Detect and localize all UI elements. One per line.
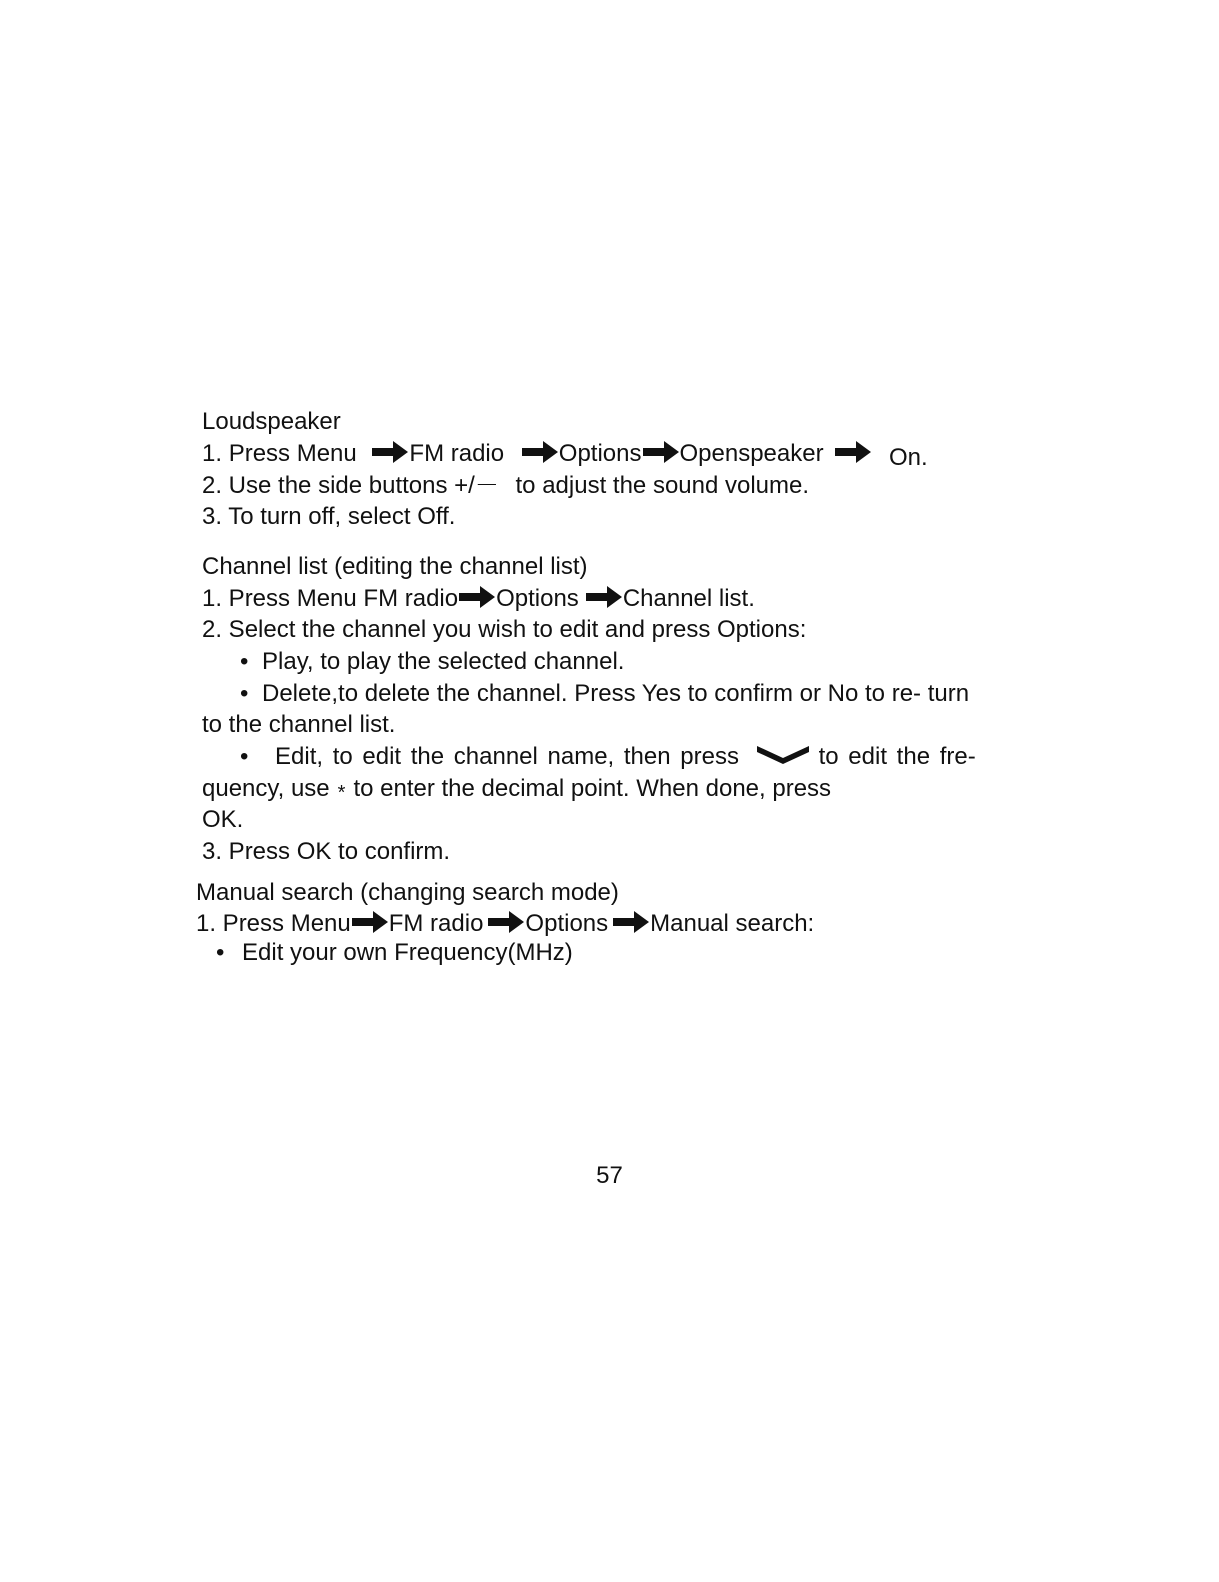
bullet-text: Edit your own Frequency(MHz) <box>242 939 573 966</box>
menu-path-fm-radio: FM radio <box>388 910 484 937</box>
menu-path-channel-list: Channel list. <box>622 585 755 612</box>
channel-list-step-1 <box>202 584 755 614</box>
loudspeaker-heading: Loudspeaker <box>202 408 341 435</box>
manual-search-step-1 <box>196 909 814 939</box>
bullet-text: Edit, to edit the channel name, then press <box>275 743 739 770</box>
bullet-icon: • <box>216 939 225 966</box>
step-text: 2. Use the side buttons +/－ <box>202 472 499 499</box>
star-key-icon: * <box>337 782 346 804</box>
arrow-right-icon <box>585 585 623 609</box>
bullet-edit-ok: OK. <box>202 806 244 833</box>
step-text: Press Menu <box>228 440 357 467</box>
bullet-delete <box>240 679 969 709</box>
menu-path-on: On. <box>888 444 928 471</box>
down-key-icon <box>755 742 811 766</box>
arrow-right-icon <box>612 910 650 934</box>
arrow-right-icon <box>642 440 680 464</box>
arrow-right-icon <box>458 585 496 609</box>
bullet-edit <box>240 742 976 772</box>
arrow-right-icon <box>487 910 525 934</box>
bullet-text: to edit the fre- <box>818 743 976 770</box>
manual-search-bullet <box>216 938 573 968</box>
channel-list-step-2: 2. Select the channel you wish to edit and press Options: <box>202 616 807 643</box>
channel-list-heading: Channel list (editing the channel list) <box>202 553 588 580</box>
arrow-right-icon <box>351 910 389 934</box>
menu-path-openspeaker: Openspeaker <box>679 440 824 467</box>
channel-list-step-3: 3. Press OK to confirm. <box>202 838 451 865</box>
loudspeaker-step-3: 3. To turn off, select Off. <box>202 503 456 530</box>
arrow-right-icon <box>834 440 872 464</box>
bullet-delete-continued: to the channel list. <box>202 711 396 738</box>
menu-path-manual-search: Manual search: <box>650 910 815 937</box>
bullet-icon: • <box>240 648 249 675</box>
bullet-edit-continued <box>202 774 831 808</box>
page-number: 57 <box>596 1162 623 1189</box>
loudspeaker-step-2 <box>202 471 809 501</box>
loudspeaker-step-1 <box>202 439 928 469</box>
bullet-play <box>240 647 624 677</box>
step-text: 1. Press Menu FM radio <box>202 585 459 612</box>
bullet-icon: • <box>240 680 249 707</box>
bullet-text: Delete,to delete the channel. Press Yes to confirm or No to re- turn <box>262 680 970 707</box>
bullet-text: quency, use <box>202 775 330 802</box>
manual-search-heading: Manual search (changing search mode) <box>196 879 619 906</box>
arrow-right-icon <box>371 440 409 464</box>
menu-path-options: Options <box>558 440 642 467</box>
step-number: 1. <box>202 440 223 467</box>
step-text: to adjust the sound volume. <box>515 472 810 499</box>
bullet-text: Play, to play the selected channel. <box>262 648 625 675</box>
bullet-icon: • <box>240 743 249 770</box>
menu-path-options: Options <box>525 910 609 937</box>
arrow-right-icon <box>521 440 559 464</box>
bullet-text: to enter the decimal point. When done, press <box>353 775 832 802</box>
step-text: 1. Press Menu <box>196 910 351 937</box>
menu-path-fm-radio: FM radio <box>409 440 505 467</box>
menu-path-options: Options <box>496 585 579 612</box>
